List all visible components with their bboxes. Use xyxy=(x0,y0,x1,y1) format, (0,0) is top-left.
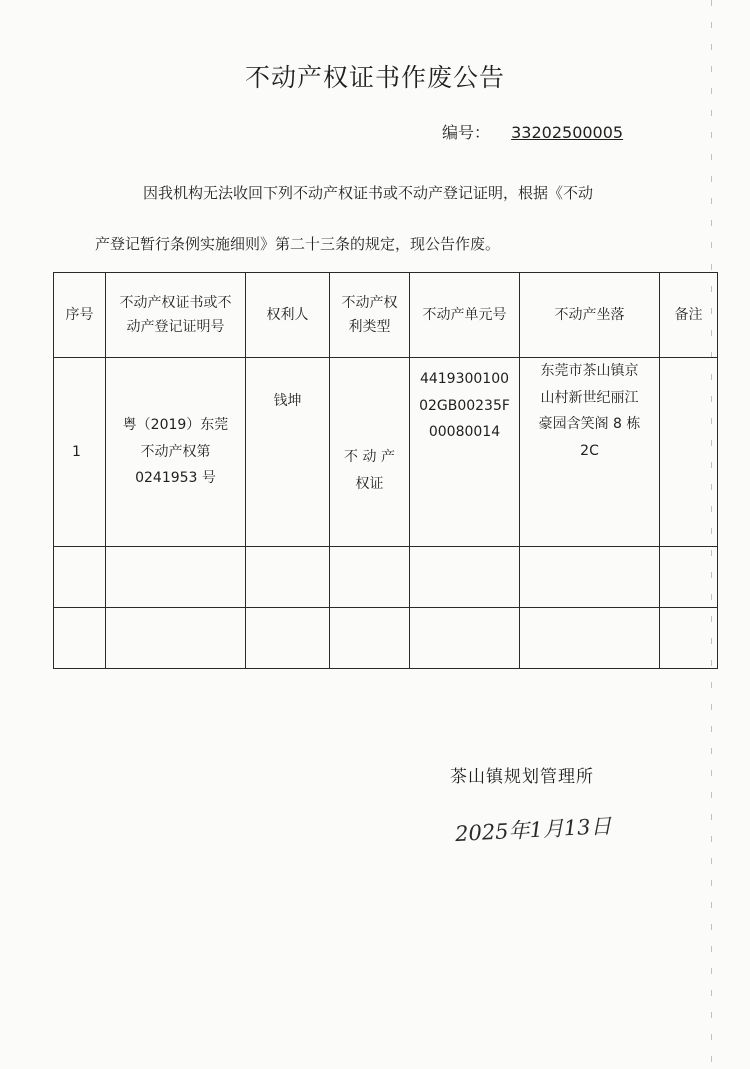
unit-line-2: 02GB00235F xyxy=(419,397,510,414)
header-cert-line-2: 动产登记证明号 xyxy=(126,319,225,335)
cert-line-3: 0241953 号 xyxy=(135,470,216,487)
header-location: 不动产坐落 xyxy=(520,273,660,358)
issuing-organization: 茶山镇规划管理所 xyxy=(450,767,594,787)
cell-remark xyxy=(660,358,718,547)
certificate-table xyxy=(53,272,718,669)
header-cert-line-1: 不动产权证书或不 xyxy=(119,294,232,311)
cell-cert-number xyxy=(106,358,246,547)
announcement-text-line-1: 因我机构无法收回下列不动产权证书或不动产登记证明，根据《不动 xyxy=(143,184,594,202)
header-holder: 权利人 xyxy=(246,273,330,358)
location-line-3: 豪园含笑阁 8 栋 xyxy=(538,416,641,433)
cell-right-type xyxy=(330,358,410,547)
cell-unit-number xyxy=(410,358,520,547)
location-line-1: 东莞市茶山镇京 xyxy=(540,363,639,379)
table-row xyxy=(54,358,718,547)
header-remark: 备注 xyxy=(660,273,718,358)
table-row-empty xyxy=(54,547,718,608)
cell-location xyxy=(520,358,660,547)
handwritten-date: 2025年1月13日 xyxy=(454,813,613,847)
page-title: 不动产权证书作废公告 xyxy=(244,63,505,92)
header-unit-number: 不动产单元号 xyxy=(410,273,520,358)
header-seq: 序号 xyxy=(54,273,106,358)
right-type-line-2: 权证 xyxy=(355,476,384,492)
header-cert-number xyxy=(106,273,246,358)
cell-seq: 1 xyxy=(54,358,106,547)
unit-line-1: 4419300100 xyxy=(419,371,510,387)
header-right-type-line-1: 不动产权 xyxy=(341,294,398,311)
right-type-line-1: 不 动 产 xyxy=(344,449,395,466)
cert-line-2: 不动产权第 xyxy=(140,443,211,460)
location-line-2: 山村新世纪丽江 xyxy=(540,389,639,406)
location-line-4: 2C xyxy=(580,442,599,459)
document-number-value: 33202500005 xyxy=(511,123,624,142)
cert-line-1: 粤（2019）东莞 xyxy=(122,417,229,434)
header-right-type xyxy=(330,273,410,358)
header-right-type-line-2: 利类型 xyxy=(348,319,391,335)
table-row-empty xyxy=(54,608,718,669)
document-number xyxy=(442,120,627,143)
cell-holder: 钱坤 xyxy=(246,358,330,547)
table-header-row xyxy=(54,273,718,358)
announcement-text-line-2: 产登记暂行条例实施细则》第二十三条的规定，现公告作废。 xyxy=(95,235,501,253)
document-number-label: 编号： xyxy=(442,123,491,142)
unit-line-3: 00080014 xyxy=(428,424,501,441)
